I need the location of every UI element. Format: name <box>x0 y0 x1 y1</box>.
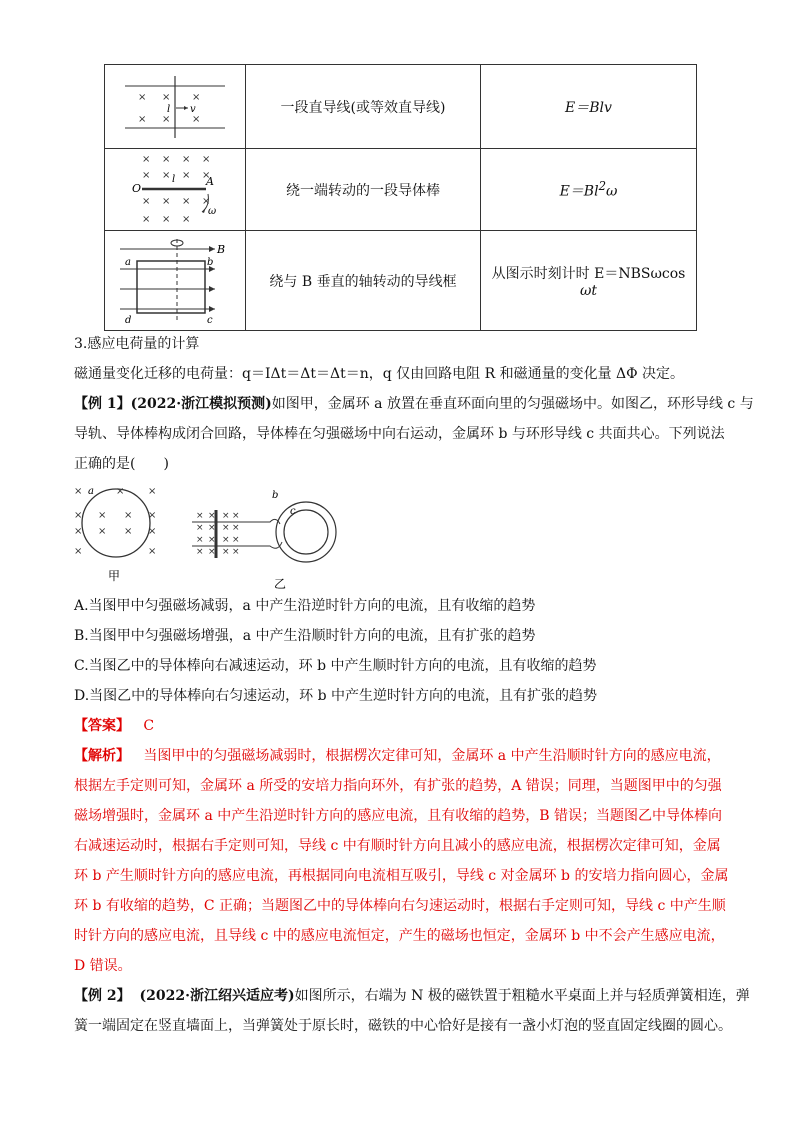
analysis-line: 环 b 产生顺时针方向的感应电流，再根据同向电流相互吸引，导线 c 对金属环 b 的安培力指向圆心，金属 <box>74 868 729 884</box>
svg-text:×: × <box>208 523 216 533</box>
svg-text:×: × <box>148 510 157 521</box>
svg-text:×: × <box>148 486 157 497</box>
svg-text:×: × <box>222 511 230 521</box>
svg-text:v: v <box>190 103 196 115</box>
svg-text:×: × <box>74 486 83 497</box>
svg-text:甲: 甲 <box>108 569 121 583</box>
svg-text:×: × <box>232 547 240 557</box>
straight-wire-figure <box>105 65 246 149</box>
svg-text:×: × <box>142 169 151 181</box>
rotating-frame-figure <box>105 231 246 331</box>
svg-text:l: l <box>172 173 176 185</box>
svg-text:×: × <box>74 546 83 557</box>
svg-text:O: O <box>132 181 142 195</box>
svg-text:b: b <box>207 256 214 268</box>
row1-formula: E＝Blv <box>481 65 697 149</box>
svg-text:×: × <box>222 535 230 545</box>
answer-line: 【答案】 C <box>74 718 155 734</box>
svg-text:×: × <box>202 169 211 181</box>
svg-text:B: B <box>217 242 226 256</box>
svg-text:c: c <box>290 506 296 517</box>
svg-text:×: × <box>138 113 147 125</box>
svg-text:×: × <box>196 523 204 533</box>
row2-formula: $E=Bl^2\omega$ <box>481 149 697 231</box>
svg-text:a: a <box>125 256 131 268</box>
option-a: A.当图甲中匀强磁场减弱，a 中产生沿逆时针方向的电流，且有收缩的趋势 <box>74 598 536 614</box>
rotating-rod-figure <box>105 149 246 231</box>
svg-text:×: × <box>232 535 240 545</box>
row1-desc: 一段直导线(或等效直导线) <box>246 65 481 149</box>
svg-text:×: × <box>142 213 151 225</box>
table-row <box>105 65 697 149</box>
table-row <box>105 231 697 331</box>
svg-text:c: c <box>207 314 213 326</box>
svg-text:×: × <box>182 213 191 225</box>
option-b: B.当图甲中匀强磁场增强，a 中产生沿顺时针方向的电流，且有扩张的趋势 <box>74 628 536 644</box>
svg-text:A: A <box>206 174 214 188</box>
svg-text:×: × <box>232 523 240 533</box>
svg-text:×: × <box>124 526 133 537</box>
svg-text:×: × <box>148 546 157 557</box>
example1-stem-line3: 正确的是( ) <box>74 456 169 472</box>
svg-text:乙: 乙 <box>274 577 287 591</box>
svg-text:×: × <box>98 526 107 537</box>
svg-text:×: × <box>182 169 191 181</box>
example2-stem: 【例 2】 (2022·浙江绍兴适应考)如图所示，右端为 N 极的磁铁置于粗糙水平桌面上并与轻质弹簧相连，弹 <box>74 988 750 1004</box>
svg-text:×: × <box>74 526 83 537</box>
svg-text:×: × <box>196 511 204 521</box>
svg-text:a: a <box>88 486 94 497</box>
option-c: C.当图乙中的导体棒向右减速运动，环 b 中产生顺时针方向的电流，且有收缩的趋势 <box>74 658 597 674</box>
svg-text:×: × <box>192 91 201 103</box>
svg-text:×: × <box>196 547 204 557</box>
option-d: D.当图乙中的导体棒向右匀速运动，环 b 中产生逆时针方向的电流，且有扩张的趋势 <box>74 688 598 704</box>
section-text: 磁通量变化迁移的电荷量：q＝IΔt＝Δt＝Δt＝n，q 仅由回路电阻 R 和磁通量的变化量 ΔΦ 决定。 <box>74 366 685 382</box>
example2-stem-line2: 簧一端固定在竖直墙面上，当弹簧处于原长时，磁铁的中心恰好是接有一盏小灯泡的竖直固定线圈的圆心。 <box>74 1018 732 1034</box>
svg-text:×: × <box>182 195 191 207</box>
section-heading: 3.感应电荷量的计算 <box>74 336 200 352</box>
example1-stem: 【例 1】(2022·浙江模拟预测)如图甲，金属环 a 放置在垂直环面向里的匀强磁场中。如图乙，环形导线 c 与 <box>74 396 754 412</box>
svg-text:×: × <box>116 486 125 497</box>
svg-text:ω: ω <box>208 205 217 217</box>
svg-text:×: × <box>138 91 147 103</box>
svg-text:×: × <box>98 510 107 521</box>
analysis-line: 时针方向的感应电流，且导线 c 中的感应电流恒定，产生的磁场也恒定，金属环 b 中不会产生感应电流， <box>74 928 725 944</box>
svg-text:b: b <box>272 490 279 501</box>
analysis-line: 环 b 有收缩的趋势，C 正确；当题图乙中的导体棒向右匀速运动时，根据右手定则可知，导线 c 中产生顺 <box>74 898 726 914</box>
svg-text:×: × <box>208 547 216 557</box>
figure-yi <box>186 484 366 596</box>
svg-text:×: × <box>196 535 204 545</box>
svg-text:×: × <box>162 91 171 103</box>
row3-desc: 绕与 B 垂直的轴转动的导线框 <box>246 231 481 331</box>
svg-text:×: × <box>208 511 216 521</box>
svg-text:×: × <box>124 510 133 521</box>
analysis-line: 【解析】 当图甲中的匀强磁场减弱时，根据楞次定律可知，金属环 a 中产生沿顺时针方向的感应电流， <box>74 748 721 764</box>
svg-text:×: × <box>182 153 191 165</box>
analysis-line: D 错误。 <box>74 958 132 974</box>
svg-text:×: × <box>148 526 157 537</box>
svg-text:×: × <box>162 113 171 125</box>
svg-text:×: × <box>162 195 171 207</box>
svg-text:×: × <box>202 195 211 207</box>
analysis-line: 右减速运动时，根据右手定则可知，导线 c 中有顺时针方向且减小的感应电流，根据楞次定律可知，金属 <box>74 838 721 854</box>
svg-text:×: × <box>162 213 171 225</box>
svg-text:×: × <box>222 523 230 533</box>
example1-stem-line2: 导轨、导体棒构成闭合回路，导体棒在匀强磁场中向右运动，金属环 b 与环形导线 c 共面共心。下列说法 <box>74 426 725 442</box>
svg-text:×: × <box>162 169 171 181</box>
formula-table <box>104 64 697 331</box>
analysis-line: 根据左手定则可知，金属环 a 所受的安培力指向环外，有扩张的趋势，A 错误；同理，当题图甲中的匀强 <box>74 778 722 794</box>
svg-text:×: × <box>208 535 216 545</box>
svg-text:×: × <box>202 153 211 165</box>
table-row <box>105 149 697 231</box>
svg-text:l: l <box>167 103 171 115</box>
row3-formula: 从图示时刻计时 E＝NBSωcos ωt <box>481 231 697 331</box>
svg-text:d: d <box>125 314 132 326</box>
svg-text:×: × <box>142 153 151 165</box>
analysis-line: 磁场增强时，金属环 a 中产生沿逆时针方向的感应电流，且有收缩的趋势，B 错误；当题图乙中导体棒向 <box>74 808 722 824</box>
figure-jia <box>66 478 166 592</box>
svg-text:×: × <box>142 195 151 207</box>
svg-text:×: × <box>74 510 83 521</box>
row2-desc: 绕一端转动的一段导体棒 <box>246 149 481 231</box>
svg-text:×: × <box>192 113 201 125</box>
svg-text:×: × <box>232 511 240 521</box>
svg-text:×: × <box>162 153 171 165</box>
svg-text:×: × <box>222 547 230 557</box>
